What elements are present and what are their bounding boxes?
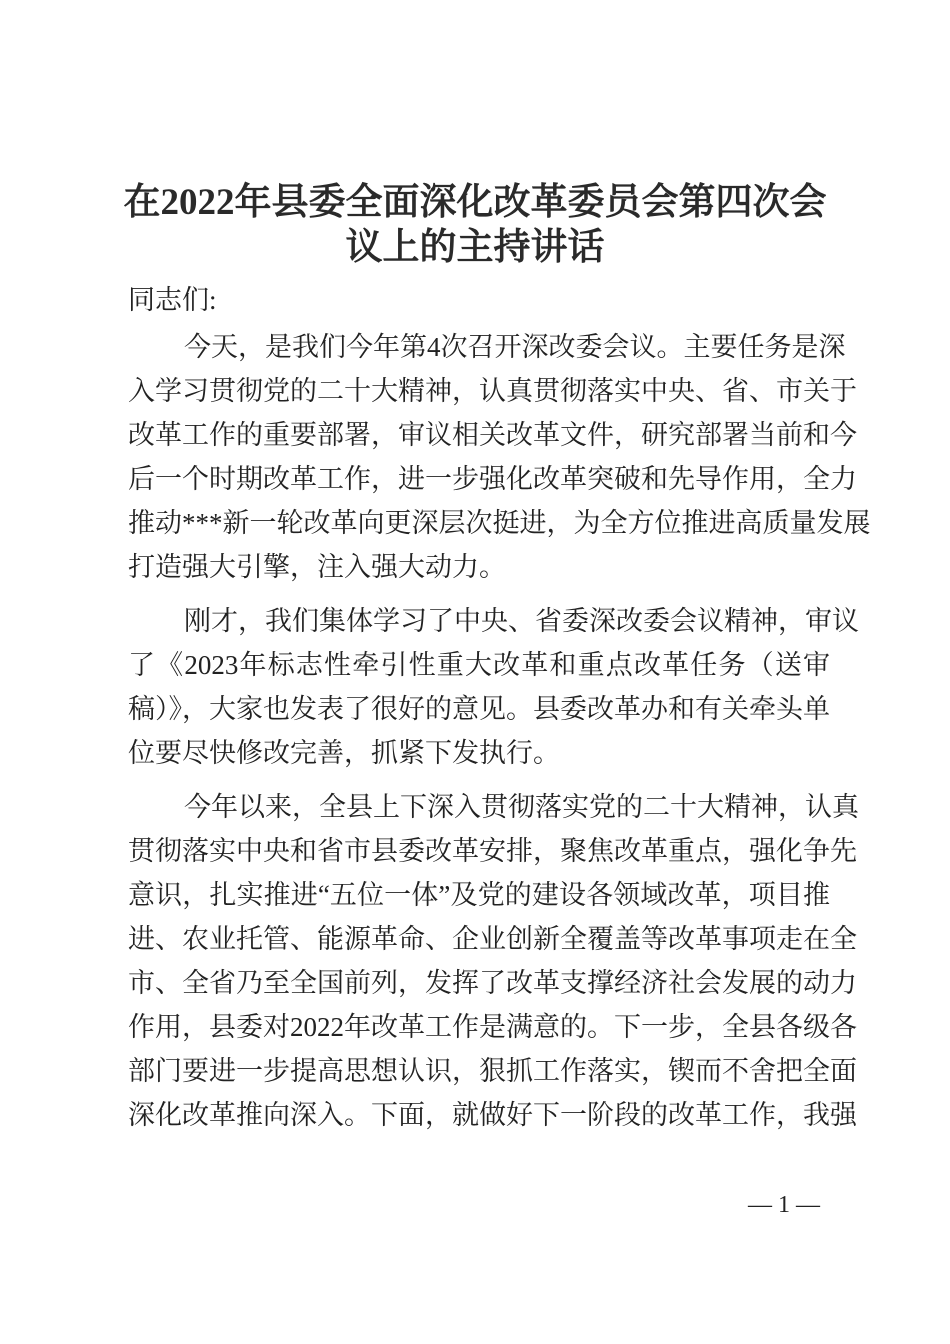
paragraph-2-line: 刚才，我们集体学习了中央、省委深改委会议精神，审议 xyxy=(184,606,859,636)
title-line-1: 在2022年县委全面深化改革委员会第四次会 xyxy=(123,182,827,223)
page-number: — 1 — xyxy=(748,1192,820,1218)
paragraph-1-line: 改革工作的重要部署，审议相关改革文件，研究部署当前和今 xyxy=(128,420,857,450)
paragraph-3-line: 深化改革推向深入。下面，就做好下一阶段的改革工作，我强 xyxy=(128,1100,857,1130)
paragraph-3-line: 部门要进一步提高思想认识，狠抓工作落实，锲而不舍把全面 xyxy=(128,1056,857,1086)
title-line-2: 议上的主持讲话 xyxy=(345,227,605,268)
paragraph-3-line: 今年以来，全县上下深入贯彻落实党的二十大精神，认真 xyxy=(184,792,859,822)
paragraph-3-line: 进、农业托管、能源革命、企业创新全覆盖等改革事项走在全 xyxy=(128,924,857,954)
paragraph-3-line: 市、全省乃至全国前列，发挥了改革支撑经济社会发展的动力 xyxy=(128,968,857,998)
paragraph-2-line: 了《2023年标志性牵引性重大改革和重点改革任务（送审 xyxy=(128,650,830,680)
paragraph-3-line: 贯彻落实中央和省市县委改革安排，聚焦改革重点，强化争先 xyxy=(128,836,857,866)
paragraph-1-line: 推动***新一轮改革向更深层次挺进，为全方位推进高质量发展 xyxy=(128,508,871,538)
paragraph-3-line: 意识，扎实推进“五位一体”及党的建设各领域改革，项目推 xyxy=(128,880,830,910)
paragraph-1-line: 今天，是我们今年第4次召开深改委会议。主要任务是深 xyxy=(184,332,846,362)
salutation: 同志们: xyxy=(128,285,217,315)
paragraph-2-line: 稿）》，大家也发表了很好的意见。县委改革办和有关牵头单 xyxy=(128,694,830,724)
paragraph-3-line: 作用，县委对2022年改革工作是满意的。下一步，全县各级各 xyxy=(128,1012,857,1042)
paragraph-1-line: 后一个时期改革工作，进一步强化改革突破和先导作用，全力 xyxy=(128,464,857,494)
paragraph-1-line: 入学习贯彻党的二十大精神，认真贯彻落实中央、省、市关于 xyxy=(128,376,857,406)
paragraph-1-line: 打造强大引擎，注入强大动力。 xyxy=(128,552,506,582)
paragraph-2-line: 位要尽快修改完善，抓紧下发执行。 xyxy=(128,738,560,768)
